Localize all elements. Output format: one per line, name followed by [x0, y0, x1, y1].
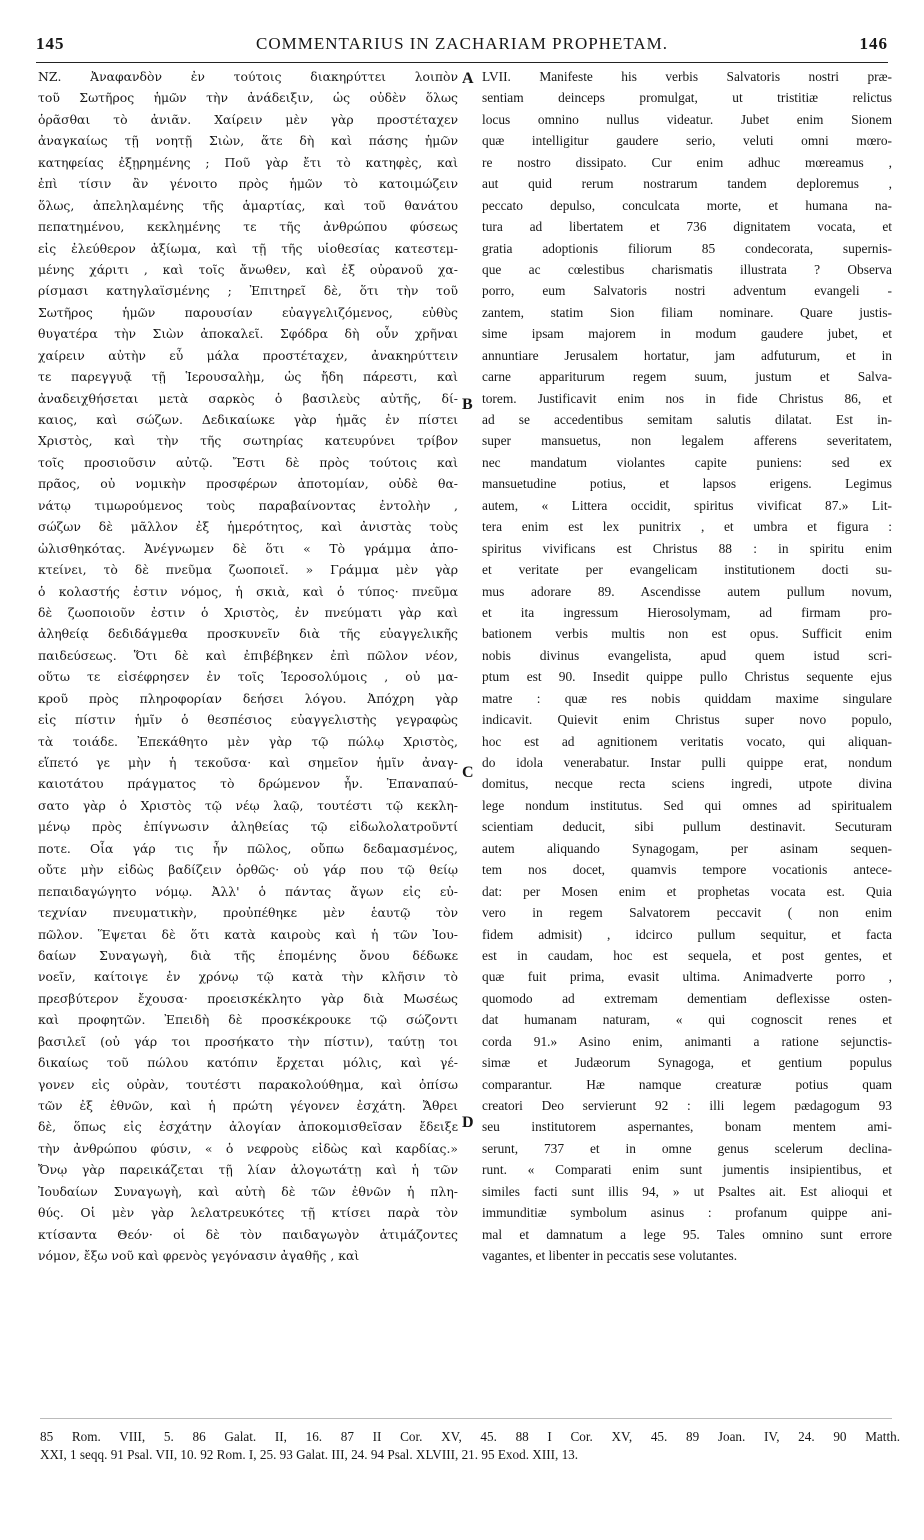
- greek-text-line: εἵπετό γε μὴν ἡ τεκοῦσα· καὶ σημεῖον ἡμῖν ἀναγ-: [38, 755, 458, 770]
- greek-text-line: σατο γὰρ ὁ Χριστὸς τῷ νέῳ λαῷ, τουτέστι τῷ κεκλη-: [38, 797, 458, 813]
- greek-text-line: μένης χάριτι , καὶ τοῖς ἄνωθεν, καὶ ἐξ οὐρανοῦ χα-: [38, 261, 458, 277]
- latin-text-line: fidem admisit) , idcirco pullum sequitur, et facta: [482, 926, 892, 942]
- greek-text-line: Χριστὸς, καὶ τὴν τῆς σωτηρίας κατευρύνει τρίβον: [38, 433, 458, 449]
- greek-text-line: Ἰουδαίων Συναγωγὴ, καὶ αὐτὴ δὲ τῶν ἐθνῶν ἡ πλη-: [38, 1183, 458, 1199]
- footnote-line: XXI, 1 seqq. 91 Psal. VII, 10. 92 Rom. I, 25. 93 Galat. III, 24. 94 Psal. XLVIII, 21. 95 Exod. XIII, 13.: [40, 1447, 579, 1462]
- greek-text-line: ἐπὶ τίσιν ἂν γένοιτο πρὸς ἡμῶν τὸ κατοιμώζειν: [38, 176, 458, 192]
- greek-text-line: πῶλον. Ἕψεται δὲ ὅτι κατὰ καιροὺς καὶ ἡ τῶν Ἰου-: [38, 926, 458, 942]
- latin-text-line: tura ad libertatem et 736 dignitatem vocata, et: [482, 219, 892, 235]
- greek-text-line: βασιλεῖ (οὐ γάρ τοι προσήκατο τὴν πίστιν), ταύτῃ τοι: [38, 1033, 458, 1049]
- greek-text-line: οὔτε μὴν εἰδὼς βαδίζειν ὀρθῶς· οὐ γάρ που τῷ θείῳ: [38, 862, 458, 878]
- latin-text-line: tem nos docet, quamvis tempore vocationis antece-: [482, 862, 892, 878]
- footnote-rule: [40, 1418, 892, 1419]
- greek-text-line: σώζων δὲ μᾶλλον ἐξ ἡμερότητος, καὶ ἀνιστὰς τοὺς: [38, 519, 458, 535]
- greek-text-line: θύς. Οἱ μὲν γὰρ λελατρευκότες τῇ κτίσει παρὰ τὸν: [38, 1205, 458, 1221]
- margin-letter-d: D: [462, 1114, 474, 1131]
- greek-text-line: δὲ ζωοποιοῦν ἐστιν ὁ Χριστὸς, ἐν πνεύματι γὰρ καὶ: [38, 604, 458, 620]
- greek-text-line: δαίων Συναγωγὴ, διὰ τῆς ἑπομένης ὄνου δέδωκε: [38, 947, 458, 963]
- footnotes: [40, 1428, 900, 1464]
- latin-text-line: spiritus vivificans est Christus 88 : in spiritu enim: [482, 540, 892, 556]
- greek-text-line: πρεσβύτερον ἔχουσα· προεισκέκλητο γὰρ διὰ Μωσέως: [38, 990, 458, 1006]
- greek-column: [38, 66, 458, 1267]
- latin-text-line: nec mandatum violantes capite puniens: sed ex: [482, 454, 892, 470]
- greek-text-line: τὴν ἀνθρώπου φύσιν, « ὁ νεφροὺς εἰδὼς καὶ καρδίας.»: [38, 1140, 458, 1156]
- latin-text-line: seu institutorem aspernantes, bonam mentem ami-: [482, 1119, 892, 1135]
- greek-text-line: οὕτω τε εἰσέφρησεν ἐν τοῖς Ἱεροσολύμοις , οὐ μα-: [38, 669, 458, 685]
- greek-text-line: ἀναδειχθήσεται μετὰ σαρκὸς ὁ βασιλεὺς αὐτῆς, δί-: [38, 390, 458, 406]
- greek-text-line: πρᾶος, οὐ νομικὴν προσφέρων ἀποτομίαν, οὐδὲ θα-: [38, 476, 458, 492]
- greek-text-line: τῶν ἐξ ἐθνῶν, καὶ ἡ πρώτη γέγονεν ἐσχάτη. Ἄθρει: [38, 1098, 458, 1113]
- latin-text-line: mansuetudine potius, et lapsos erigens. Legimus: [482, 476, 892, 492]
- latin-text-line: ad se accedentibus semitam salutis dilatat. Est in-: [482, 412, 892, 427]
- greek-text-line: τὰ τοιάδε. Ἐπεκάθητο μὲν γὰρ τῷ πώλῳ Χριστὸς,: [38, 733, 458, 749]
- latin-text-line: runt. « Comparati enim sunt jumentis insipientibus, et: [482, 1162, 892, 1178]
- greek-text-line: Σωτῆρος ἡμῶν παρουσίαν εὐαγγελιζόμενος, εὐθὺς: [38, 304, 458, 320]
- latin-text-line: est in caudam, hoc est sequela, et post gentes, et: [482, 947, 892, 963]
- latin-text-line: quæ fuit prima, evasit ultima. Animadverte porro ,: [482, 969, 892, 985]
- greek-text-line: ὅλως, ἀπεληλαμένης τῆς ἁμαρτίας, καὶ τοῦ θανάτου: [38, 197, 458, 213]
- greek-text-line: ρίσμασι κατηγλαϊσμένης ; Ἐπιτηρεῖ δὲ, ὅτι τὴν τοῦ: [38, 283, 458, 299]
- latin-text-line: autem aliquando Synagogam, per asinam sequen-: [482, 840, 892, 856]
- latin-text-line: immunditiæ symbolum asinus : profanum quippe ani-: [482, 1205, 892, 1221]
- latin-text-line: matre : quæ res nobis quiddam maxime singulare: [482, 690, 892, 706]
- greek-text-line: καιος, καὶ σώζων. Δεδικαίωκε γὰρ ἡμᾶς ἐν πίστει: [38, 412, 458, 427]
- latin-text-line: tera enim est lex punitrix , et umbra et figura :: [482, 519, 892, 535]
- latin-text-line: annuntiare Jerusalem hortatur, jam adfuturum, et in: [482, 347, 892, 363]
- margin-letter-c: C: [462, 764, 474, 781]
- latin-text-line: locus omnino nullus videatur. Jubet enim Sionem: [482, 111, 892, 127]
- latin-text-line: creatori Deo servierunt 92 : illi legem pædagogum 93: [482, 1098, 892, 1113]
- greek-text-line: κτίσαντα Θεόν· οἱ δὲ τὸν παιδαγωγὸν ἀτιμάζοντες: [38, 1226, 458, 1242]
- latin-text-line: peccato depulso, conculcata morte, et humana na-: [482, 197, 892, 213]
- latin-text-line: comparantur. Hæ namque creaturæ potius quam: [482, 1076, 892, 1092]
- greek-text-line: πεπατημένου, κεκλημένης τε τῆς ἀνθρώπου φύσεως: [38, 219, 458, 235]
- greek-text-line: κροῦ πρὸς πληροφορίαν δεήσει λόγου. Ἀπόχρη γὰρ: [38, 690, 458, 706]
- latin-text-line: sime ipsam majorem in modum gaudere jubet, et: [482, 326, 892, 342]
- running-header: [36, 34, 888, 60]
- header-rule: [36, 62, 888, 63]
- greek-text-line: τοῦ Σωτῆρος ἡμῶν τὴν ἀνάδειξιν, ὡς οὐδὲν ὅλως: [38, 90, 458, 106]
- running-title: COMMENTARIUS IN ZACHARIAM PROPHETAM.: [255, 34, 669, 53]
- greek-text-line: Ὄνῳ γὰρ παρεικάζεται τῇ λίαν ἀλογωτάτῃ καὶ ἡ τῶν: [38, 1162, 458, 1178]
- greek-text-line: παιδεύσεως. Ὅτι δὲ καὶ ἐπιβέβηκεν ἐπὶ πῶλον νέον,: [38, 647, 458, 663]
- latin-text-line: scientiam deducit, sibi pullum destinavit. Secuturam: [482, 819, 892, 835]
- greek-text-line: ἀληθείᾳ δεδιδάγμεθα προσκυνεῖν διὰ τῆς εὐαγγελικῆς: [38, 626, 458, 642]
- greek-text-line: ΝΖ. Ἀναφανδὸν ἐν τούτοις διακηρύττει λοιπὸν: [38, 69, 458, 84]
- greek-text-line: εἰς ἐλεύθερον ἀξίωμα, καὶ τῇ τῆς υἱοθεσίας κατεστεμ-: [38, 240, 458, 256]
- latin-text-line: et ita ingressum Hierosolymam, ad firmam pro-: [482, 604, 892, 620]
- latin-text-line: mal et damnatum a lege 95. Tales omnino sunt errore: [482, 1226, 892, 1242]
- latin-text-line: quæ intelligitur gaudere serio, veluti omni mœro-: [482, 133, 892, 149]
- footnote-line: 85 Rom. VIII, 5. 86 Galat. II, 16. 87 II Cor. XV, 45. 88 I Cor. XV, 45. 89 Joan. IV, 24. 90 Matth.: [40, 1429, 900, 1444]
- latin-text-line: zantem, statim Sion filiam nominare. Quare justis-: [482, 304, 892, 320]
- latin-text-line: mus adorare 89. Ascendisse autem pullum novum,: [482, 583, 892, 599]
- greek-text-line: νάτῳ τιμωρούμενος τοὺς παραβαίνοντας ἐντολὴν ,: [38, 497, 458, 513]
- greek-text-line: θυγατέρα τὴν Σιὼν ἀποκαλεῖ. Σφόδρα δὴ οὖν χρῆναι: [38, 326, 458, 342]
- page-number-left: 145: [36, 34, 65, 53]
- latin-text-line: dat: per Mosen enim et prophetas vocata est. Quia: [482, 883, 892, 899]
- greek-text-line: τοῖς προσιοῦσιν αὐτῷ. Ἔστι δὲ πρὸς τούτοις καὶ: [38, 454, 458, 470]
- greek-text-line: ὁ κολαστής ἐστιν νόμος, ἡ σκιὰ, καὶ ὁ τύπος· πνεῦμα: [38, 583, 458, 599]
- margin-letter-b: B: [462, 396, 473, 413]
- greek-text-line: καὶ προφητῶν. Ἐπειδὴ δὲ προσκέκρουκε τῷ σώζοντι: [38, 1012, 458, 1028]
- latin-text-line: corda 91.» Asino enim, animanti a ratione sejunctis-: [482, 1033, 892, 1049]
- page-number-right: 146: [859, 34, 888, 53]
- latin-text-line: LVII. Manifeste his verbis Salvatoris nostri præ-: [482, 69, 892, 84]
- latin-text-line: simæ et Judæorum Synagoga, et gentium populus: [482, 1055, 892, 1071]
- greek-text-line: εἰς πίστιν ἡμῖν ὁ θεσπέσιος εὐαγγελιστὴς γεγραφὼς: [38, 712, 458, 728]
- greek-text-line: γονεν εἰς οὐρὰν, τουτέστι παρακολούθημα, καὶ ὀπίσω: [38, 1076, 458, 1092]
- latin-text-line: autem, « Littera occidit, spiritus vivificat 87.» Lit-: [482, 497, 892, 513]
- latin-text-line: re nostro dissipato. Cur enim adhuc mœreamus ,: [482, 154, 892, 170]
- greek-text-line: τεχνίαν πνευματικὴν, προὐπέθηκε μὲν ἑαυτῷ τὸν: [38, 905, 458, 921]
- latin-text-line: torem. Justificavit enim nos in fide Christus 86, et: [482, 390, 892, 406]
- latin-text-line: porro, eum Salvatoris nostri adventum evangeli -: [482, 283, 892, 299]
- latin-text-line: vagantes, et libenter in peccatis sese volutantes.: [482, 1248, 738, 1264]
- latin-text-line: gratia adoptionis filiorum 85 condecorata, supernis-: [482, 240, 892, 256]
- greek-text-line: ἀναγκαίως τῇ νοητῇ Σιὼν, ἅτε δὴ καὶ πάσης ἡμῶν: [38, 133, 458, 149]
- greek-text-line: δικαίως τοῦ πώλου κατόπιν ἔρχεται μόλις, καὶ γέ-: [38, 1055, 458, 1071]
- greek-text-line: δὲ, ὅπως εἰς ἐσχάτην ἀλογίαν ἀποκομισθεῖσαν ἔδειξε: [38, 1119, 458, 1135]
- latin-text-line: indicavit. Quievit enim Christus super novo populo,: [482, 712, 892, 728]
- latin-text-line: aut quid rerum nostrarum tandem deploremus ,: [482, 176, 892, 192]
- greek-text-line: κτείνει, τὸ δὲ πνεῦμα ζωοποιεῖ. » Γράμμα μὲν γὰρ: [38, 562, 458, 578]
- greek-text-line: πεπαιδαγώγητο νόμῳ. Ἀλλ' ὁ πάντας ἄγων εἰς εὐ-: [38, 883, 458, 899]
- greek-text-line: κατηφείας ἐξῃρημένης ; Ποῦ γὰρ ἔτι τὸ κατηφὲς, καὶ: [38, 154, 458, 170]
- latin-text-line: ptum est 90. Insedit quippe pullo Christus sequente ejus: [482, 669, 892, 685]
- greek-text-line: μένῳ πρὸς ἐπίγνωσιν ἀληθείας τῷ εἰδωλολατροῦντί: [38, 819, 458, 835]
- margin-letter-a: A: [462, 70, 474, 87]
- latin-text-line: do idola venerabatur. Instar pulli quippe erat, nondum: [482, 755, 892, 770]
- greek-text-line: καιοτάτου πράγματος τὸ δρώμενον ἦν. Ἐπαναπαύ-: [38, 776, 458, 792]
- latin-text-line: super mansuetus, non legalem afferens severitatem,: [482, 433, 892, 449]
- latin-text-line: lege nondum institutus. Sed qui omnes ad spiritualem: [482, 797, 892, 813]
- latin-text-line: et veritate per evangelicam institutionem docti su-: [482, 562, 892, 578]
- greek-text-line: ὠλισθηκότας. Ἀνέγνωμεν δὲ ὅτι « Τὸ γράμμα ἀπο-: [38, 540, 458, 556]
- greek-text-line: ποτε. Οἷα γάρ τις ἦν πῶλος, οὔπω δεδαμασμένος,: [38, 840, 458, 856]
- greek-text-line: νόμον, ἔξω νοῦ καὶ φρενὸς γεγόνασιν ἀγαθῆς , καὶ: [38, 1248, 360, 1264]
- latin-text-line: serunt, 737 et in omne genus scelerum declina-: [482, 1140, 892, 1156]
- latin-column: [482, 66, 892, 1267]
- latin-text-line: nobis divinus evangelista, apud quem istud scri-: [482, 647, 892, 663]
- latin-text-line: quomodo ad extremam dementiam deflexisse osten-: [482, 990, 892, 1006]
- greek-text-line: χαίρειν αὐτὴν εὖ μάλα προστέταχεν, ἀνακηρύττειν: [38, 347, 458, 363]
- latin-text-line: que ac cœlestibus charismatis illustrata ? Observa: [482, 261, 892, 277]
- latin-text-line: similes facti sunt illis 94, » ut Psaltes ait. Est alioqui et: [482, 1183, 892, 1199]
- latin-text-line: domitus, necque recta sciens ingredi, utpote divina: [482, 776, 892, 792]
- latin-text-line: hoc est ad agnitionem veritatis vocato, qui aliquan-: [482, 733, 892, 749]
- latin-text-line: carne appariturum regem suum, justum et Salva-: [482, 369, 892, 385]
- latin-text-line: bationem verbis multis non est opus. Sufficit enim: [482, 626, 892, 642]
- latin-text-line: vero in regem Salvatorem peccavit ( non enim: [482, 905, 892, 921]
- greek-text-line: τε παρεγγυᾷ τῇ Ἱερουσαλὴμ, ὡς ἤδη πάρεστι, καὶ: [38, 369, 458, 385]
- greek-text-line: νοεῖν, καίτοιγε ἐν χρόνῳ τῷ κατὰ τὴν κλῆσιν τὸ: [38, 969, 458, 985]
- latin-text-line: dat humanam naturam, « qui cognoscit renes et: [482, 1012, 892, 1028]
- greek-text-line: ὁρᾶσθαι τὸ ἀνιᾶν. Χαίρειν μὲν γὰρ προστέταχεν: [38, 111, 458, 127]
- latin-text-line: sentiam deinceps promulgat, ut tristitiæ relictus: [482, 90, 892, 106]
